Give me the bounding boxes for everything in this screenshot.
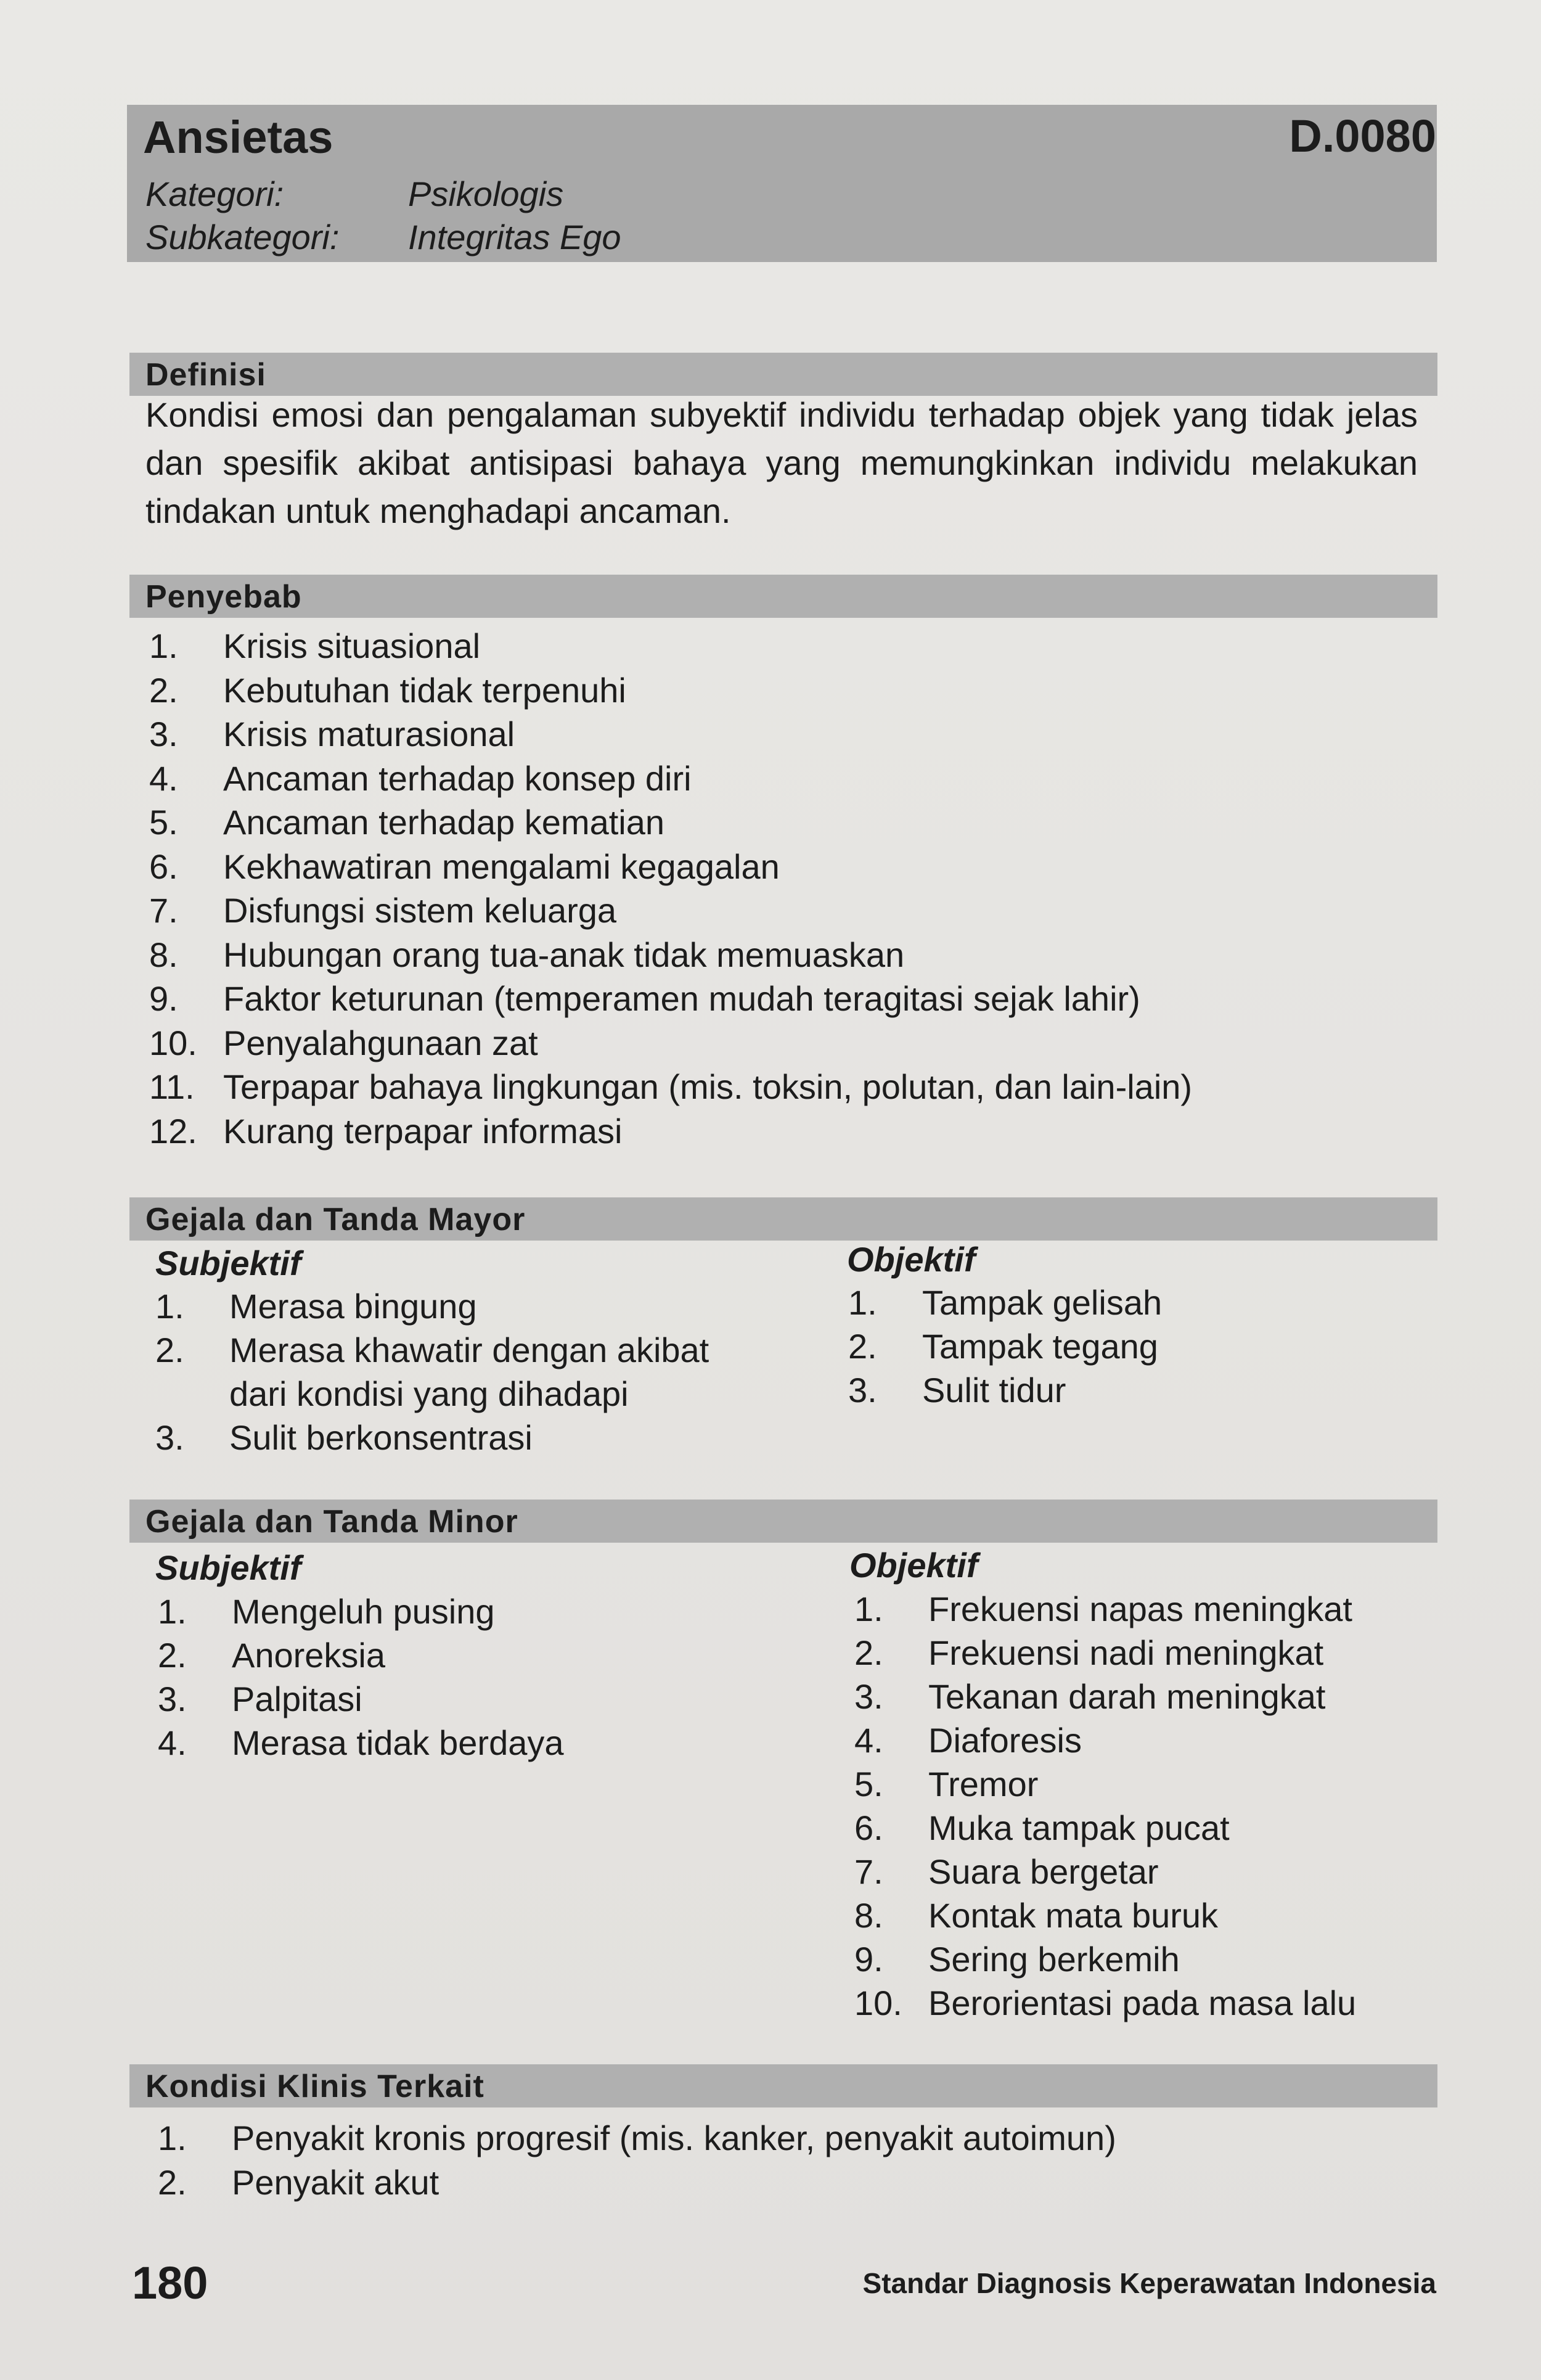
- definisi-bar: [129, 353, 1437, 396]
- subcategory-value: Integritas Ego: [408, 218, 621, 256]
- minor-heading: Gejala dan Tanda Minor: [145, 1504, 518, 1540]
- category-row: [145, 174, 563, 214]
- book-title: Standar Diagnosis Keperawatan Indonesia: [862, 2267, 1436, 2299]
- definisi-heading: Definisi: [145, 357, 266, 393]
- subcategory-row: [145, 217, 621, 257]
- category-value: Psikologis: [408, 174, 564, 213]
- diagnosis-code: D.0080: [1289, 110, 1436, 162]
- minor-objektif-label: Objektif: [849, 1546, 978, 1585]
- subcategory-label: Subkategori:: [145, 218, 340, 256]
- mayor-heading: Gejala dan Tanda Mayor: [145, 1202, 526, 1237]
- diagnosis-title: Ansietas: [143, 112, 333, 163]
- mayor-objektif-label: Objektif: [847, 1240, 976, 1279]
- definisi-text: Kondisi emosi dan pengalaman subyektif individu terhadap objek yang tidak jelas dan spesifik akibat antisipasi bahaya yang memungkinkan individu melakukan tindakan untuk menghadapi ancaman.: [145, 395, 1418, 530]
- mayor-subjektif-label: Subjektif: [155, 1244, 301, 1282]
- klinis-heading: Kondisi Klinis Terkait: [145, 2069, 484, 2104]
- page-number: 180: [132, 2257, 208, 2308]
- category-label: Kategori:: [145, 174, 284, 213]
- minor-subjektif-label: Subjektif: [155, 1548, 301, 1587]
- penyebab-heading: Penyebab: [145, 579, 302, 615]
- document-page: Ansietas D.0080 Kategori: Psikologis Subkategori: Integritas Ego Definisi Kondisi emosi dan pengalaman subyektif individu terhadap objek yang tidak jelas dan spesifik akibat antisipasi bahaya yang memungkinkan individu melakukan tindakan untuk menghadapi ancaman. Penyebab 1. Krisis situasional 2. Kebutuhan tidak terpenuhi 3. Krisis maturasional 4. Ancaman terhadap konsep diri 5. Ancaman terhadap kematian 6. Kekhawatiran mengalami kegagalan 7. Disfungsi sistem keluarga 8. Hubungan orang tua-anak tidak memuaskan 9. Faktor keturunan (temperamen mudah teragitasi sejak lahir) 10. Penyalahgunaan zat 11. Terpapar bahaya lingkungan (mis. toksin, polutan, dan lain-lain) 12. Kurang terpapar informasi Gejala dan Tanda Mayor Subjektif Objektif 1. Merasa bingung 2. Merasa khawatir dengan akibat dari kondisi yang dihadapi 3. Sulit berkonsentrasi 1. Tampak gelisah 2. Tampak tegang 3. Sulit tidur Gejala dan Tanda Minor Subjektif Objektif 1. Mengeluh pusing 2. Anoreksia 3. Palpitasi 4. Merasa tidak berdaya 1. Frekuensi napas meningkat 2. Frekuensi nadi meningkat 3. Tekanan darah meningkat 4. Diaforesis 5. Tremor 6. Muka tampak pucat 7. Suara bergetar 8. Kontak mata buruk 9. Sering berkemih 10. Berorientasi pada masa lalu Kondisi Klinis Terkait 1. Penyakit kronis progresif (mis. kanker, penyakit autoimun) 2. Penyakit akut 180 Standar Diagnosis Keperawatan Indonesia: [0, 0, 1541, 2380]
- penyebab-bar: [129, 575, 1437, 618]
